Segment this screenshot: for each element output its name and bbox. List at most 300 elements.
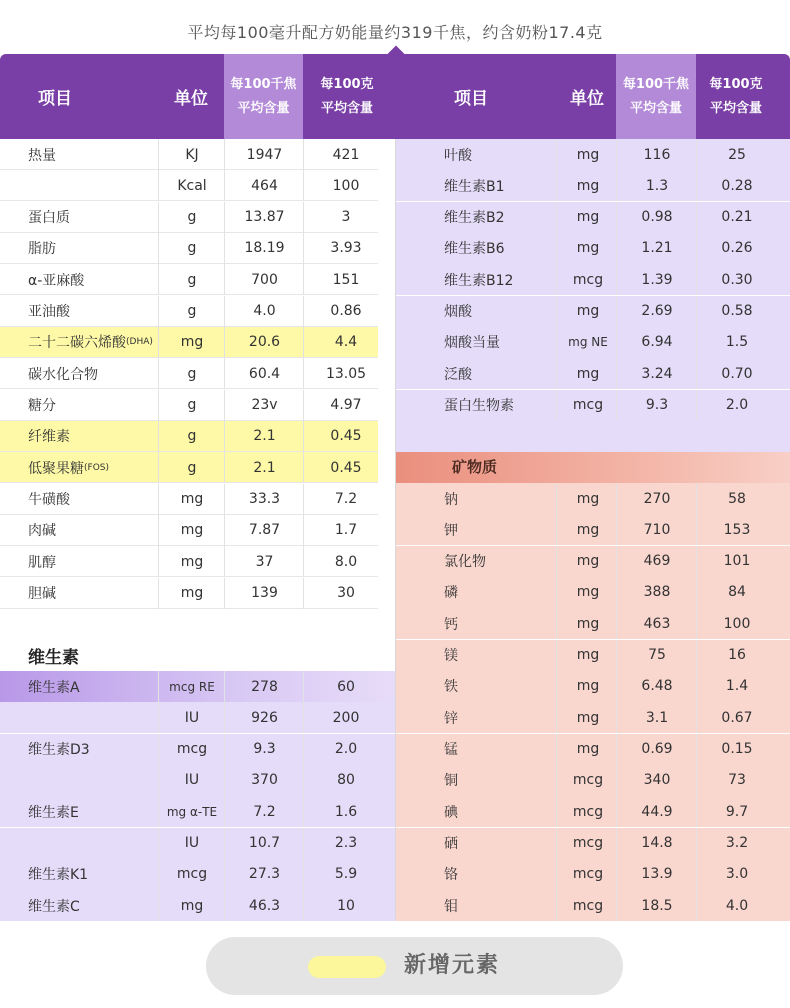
nutrient-name [0,702,158,733]
table-row [0,859,396,890]
nutrient-name-text: 低聚果糖 [28,460,84,477]
value-per-100g: 2.0 [696,390,777,421]
nutrient-name [416,264,556,295]
value-per-100g: 0.15 [696,734,777,765]
table-row [0,452,378,483]
table-row [0,139,378,170]
value-per-100kj: 46.3 [224,890,304,921]
nutrient-unit: mg [556,608,619,639]
nutrient-name [0,202,158,233]
nutrient-unit: mg [556,170,619,201]
nutrient-name-text: 维生素A [28,679,80,696]
table-row [0,170,378,201]
value-per-100g: 0.45 [303,421,388,452]
nutrient-name [0,139,158,170]
nutrient-unit: g [158,233,225,264]
table-row [396,170,790,201]
per100kj-line1: 每100千焦 [230,76,297,92]
nutrient-name-text: 脂肪 [28,241,56,258]
nutrient-name-text: 维生素B6 [444,241,505,258]
nutrient-name-text: 泛酸 [444,366,472,383]
value-per-100g: 4.0 [696,890,777,921]
nutrient-name [416,734,556,765]
nutrient-name-text: 硒 [444,836,458,853]
value-per-100g: 1.7 [303,515,388,546]
value-per-100kj: 0.69 [616,734,697,765]
table-row [0,233,378,264]
page-subtitle: 平均每100毫升配方奶能量约319千焦，约含奶粉17.4克 [187,23,603,42]
nutrient-unit: g [158,421,225,452]
value-per-100g: 8.0 [303,546,388,577]
nutrient-unit: mg [556,577,619,608]
nutrient-name [416,358,556,389]
nutrient-name-text: 维生素K1 [28,867,89,884]
nutrient-name [0,546,158,577]
nutrient-name [416,202,556,233]
nutrient-name-text: 蛋白生物素 [444,398,514,415]
per100g-line2: 平均含量 [320,100,373,116]
table-row [396,358,790,389]
nutrient-name-text: 钙 [444,616,458,633]
nutrient-unit: IU [158,765,225,796]
value-per-100kj: 14.8 [616,828,697,859]
nutrient-name [416,514,556,545]
highlight-legend-swatch [308,956,386,978]
value-per-100g: 16 [696,640,777,671]
table-row [396,483,790,514]
value-per-100kj: 6.94 [616,327,697,358]
value-per-100g: 101 [696,546,777,577]
value-per-100g: 0.58 [696,296,777,327]
nutrient-name [416,170,556,201]
table-row [396,546,790,577]
nutrient-name [416,702,556,733]
nutrient-name [0,515,158,546]
value-per-100kj: 2.1 [224,421,304,452]
value-per-100g: 0.86 [303,296,388,327]
value-per-100g: 100 [303,170,388,201]
nutrient-unit: mg [556,233,619,264]
table-row [0,296,378,327]
value-per-100kj: 139 [224,578,304,609]
nutrient-name [416,671,556,702]
value-per-100kj: 4.0 [224,296,304,327]
nutrient-name-text: 纤维素 [28,429,70,446]
value-per-100kj: 1.39 [616,264,697,295]
nutrient-name [0,734,158,765]
nutrient-name-text: 维生素B2 [444,210,505,227]
value-per-100g: 100 [696,608,777,639]
nutrient-name [0,296,158,327]
value-per-100kj: 700 [224,264,304,295]
nutrient-name-text: 氯化物 [444,554,486,571]
value-per-100kj: 20.6 [224,327,304,358]
nutrient-name [416,828,556,859]
value-per-100kj: 7.87 [224,515,304,546]
table-row [396,702,790,733]
nutrient-name [416,890,556,921]
value-per-100kj: 9.3 [616,390,697,421]
col-per100kj-header [224,54,303,139]
value-per-100g: 0.70 [696,358,777,389]
value-per-100kj: 23v [224,390,304,421]
value-per-100g: 1.5 [696,327,777,358]
nutrient-name-text: 肉碱 [28,523,56,540]
value-per-100kj: 3.1 [616,702,697,733]
nutrient-name-text: 磷 [444,585,458,602]
nutrient-name-text: 碳水化合物 [28,366,98,383]
value-per-100kj: 18.19 [224,233,304,264]
nutrient-name [0,390,158,421]
nutrient-unit: KJ [158,139,225,170]
table-row [0,421,378,452]
value-per-100kj: 27.3 [224,859,304,890]
per100g-line1: 每100克 [320,76,374,92]
value-per-100g: 2.3 [303,828,388,859]
table-row [396,233,790,264]
col-item-header-right: 项目 [454,89,488,109]
nutrient-name [0,358,158,389]
nutrient-unit: g [158,264,225,295]
nutrient-unit: mcg RE [158,671,225,702]
table-row [0,765,396,796]
value-per-100kj: 1.3 [616,170,697,201]
table-row [396,202,790,233]
nutrient-unit: mg [158,546,225,577]
value-per-100g: 0.67 [696,702,777,733]
value-per-100kj: 340 [616,765,697,796]
nutrient-name [0,170,158,201]
value-per-100kj: 710 [616,514,697,545]
per100kj-line1-right: 每100千焦 [622,76,690,92]
nutrient-unit: IU [158,828,225,859]
nutrient-name-text: 钾 [444,522,458,539]
nutrient-name-text: 铬 [444,867,458,884]
nutrient-unit: mcg [556,390,619,421]
nutrient-unit: mg [556,671,619,702]
nutrient-name [416,765,556,796]
value-per-100kj: 60.4 [224,358,304,389]
value-per-100kj: 9.3 [224,734,304,765]
table-row [0,546,378,577]
nutrient-unit: IU [158,702,225,733]
value-per-100kj: 0.98 [616,202,697,233]
nutrient-unit: mg [556,358,619,389]
table-row [0,796,396,827]
table-row [396,390,790,421]
table-row [396,264,790,295]
value-per-100g: 5.9 [303,859,388,890]
nutrient-unit: mg [556,483,619,514]
value-per-100g: 3.93 [303,233,388,264]
new-elements-label: 新增元素 [404,953,501,978]
nutrient-name [0,578,158,609]
value-per-100g: 9.7 [696,796,777,827]
table-row [0,702,396,733]
table-row [396,514,790,545]
nutrient-name [0,327,158,358]
nutrient-name [416,233,556,264]
nutrient-name-text: 烟酸 [444,304,472,321]
mineral-section-title: 矿物质 [452,458,498,476]
nutrient-unit: mg α-TE [158,796,225,827]
left-table-header [0,54,396,139]
table-row [0,578,378,609]
table-row [396,859,790,890]
value-per-100kj: 6.48 [616,671,697,702]
nutrient-name-text: 钠 [444,491,458,508]
value-per-100g: 13.05 [303,358,388,389]
value-per-100g: 0.26 [696,233,777,264]
nutrient-unit: g [158,296,225,327]
nutrient-unit: mg [556,702,619,733]
col-per100kj-header-right [616,54,696,139]
nutrient-name-suffix: (FOS) [84,462,109,473]
table-row [0,327,378,358]
value-per-100kj: 3.24 [616,358,697,389]
nutrient-name-suffix: (DHA) [126,337,153,348]
value-per-100kj: 464 [224,170,304,201]
nutrient-name [416,327,556,358]
nutrient-name-text: 亚油酸 [28,304,70,321]
nutrient-unit: mg [556,734,619,765]
nutrient-name [416,577,556,608]
value-per-100g: 25 [696,139,777,170]
table-row [0,734,396,765]
nutrient-unit: mg [556,202,619,233]
nutrient-unit: Kcal [158,170,225,201]
nutrient-name-text: 维生素E [28,804,79,821]
value-per-100g: 0.45 [303,452,388,483]
value-per-100g: 0.30 [696,264,777,295]
value-per-100g: 1.6 [303,796,388,827]
table-row [0,828,396,859]
nutrient-name-text: 锰 [444,742,458,759]
nutrient-unit: mg NE [556,327,619,358]
value-per-100g: 0.28 [696,170,777,201]
value-per-100kj: 7.2 [224,796,304,827]
value-per-100kj: 469 [616,546,697,577]
nutrient-name-text: 肌醇 [28,554,56,571]
nutrient-unit: mg [556,546,619,577]
right-table-header [396,54,790,139]
nutrient-name-text: 二十二碳六烯酸 [28,335,126,352]
nutrient-name [0,484,158,515]
table-row [396,139,790,170]
nutrient-unit: mg [556,514,619,545]
per100g-line2-right: 平均含量 [709,100,762,116]
table-row [0,202,378,233]
nutrient-name-text: 牛磺酸 [28,492,70,509]
vitamin-section-title: 维生素 [28,648,79,668]
table-row [396,796,790,827]
value-per-100g: 3 [303,202,388,233]
table-row [396,765,790,796]
value-per-100kj: 13.87 [224,202,304,233]
nutrient-name [416,608,556,639]
value-per-100kj: 388 [616,577,697,608]
nutrient-name [416,859,556,890]
value-per-100g: 60 [303,671,388,702]
table-row [0,264,378,295]
nutrient-unit: mcg [556,796,619,827]
nutrient-unit: mg [158,484,225,515]
value-per-100kj: 270 [616,483,697,514]
value-per-100kj: 2.1 [224,452,304,483]
nutrient-unit: mg [556,139,619,170]
nutrient-name-text: 热量 [28,147,56,164]
nutrient-name [0,671,158,702]
value-per-100g: 1.4 [696,671,777,702]
nutrient-name [0,264,158,295]
value-per-100kj: 2.69 [616,296,697,327]
nutrient-name-text: 碘 [444,804,458,821]
value-per-100kj: 370 [224,765,304,796]
nutrient-name [0,233,158,264]
nutrient-name [0,859,158,890]
col-item-header: 项目 [38,89,72,109]
nutrient-name [0,421,158,452]
nutrient-unit: mg [158,578,225,609]
new-elements-button[interactable] [206,937,623,995]
nutrient-name [416,483,556,514]
nutrient-unit: mg [556,640,619,671]
per100kj-line2-right: 平均含量 [629,100,682,116]
nutrient-unit: mcg [556,890,619,921]
nutrient-unit: g [158,202,225,233]
value-per-100kj: 18.5 [616,890,697,921]
nutrient-unit: mcg [556,828,619,859]
value-per-100kj: 33.3 [224,484,304,515]
table-row [396,577,790,608]
table-row [0,390,378,421]
value-per-100g: 2.0 [303,734,388,765]
nutrient-name [0,452,158,483]
nutrient-name-text: 钼 [444,898,458,915]
value-per-100kj: 44.9 [616,796,697,827]
nutrient-unit: g [158,390,225,421]
value-per-100kj: 116 [616,139,697,170]
nutrient-name-text: 铁 [444,679,458,696]
value-per-100g: 3.2 [696,828,777,859]
nutrient-unit: mg [158,890,225,921]
value-per-100g: 4.4 [303,327,388,358]
nutrient-name-text: 维生素B12 [444,272,514,289]
value-per-100g: 80 [303,765,388,796]
per100kj-line2: 平均含量 [237,100,290,116]
table-row [396,734,790,765]
nutrient-unit: mg [158,515,225,546]
column-divider [395,139,396,919]
nutrient-name [0,890,158,921]
nutrient-unit: mcg [556,859,619,890]
table-row [396,296,790,327]
value-per-100kj: 13.9 [616,859,697,890]
value-per-100kj: 1947 [224,139,304,170]
value-per-100g: 73 [696,765,777,796]
table-row [396,828,790,859]
nutrient-name [416,796,556,827]
col-unit-header: 单位 [174,89,208,109]
value-per-100g: 58 [696,483,777,514]
per100g-line1-right: 每100克 [709,76,763,92]
table-row [0,484,378,515]
nutrient-unit: mg [158,327,225,358]
table-row [396,608,790,639]
nutrient-name-text: 叶酸 [444,147,472,164]
nutrient-name-text: 维生素C [28,898,80,915]
value-per-100g: 200 [303,702,388,733]
value-per-100kj: 75 [616,640,697,671]
mineral-section-band [396,452,790,483]
value-per-100g: 7.2 [303,484,388,515]
nutrient-name [0,796,158,827]
table-row [396,327,790,358]
col-per100g-header-right [696,54,776,139]
nutrient-name-text: 锌 [444,710,458,727]
nutrient-name-text: 蛋白质 [28,210,70,227]
col-unit-header-right: 单位 [570,89,604,109]
table-row [0,671,396,702]
table-row [0,890,396,921]
col-per100g-header [303,54,391,139]
nutrient-name [416,139,556,170]
value-per-100kj: 37 [224,546,304,577]
table-row [0,358,378,389]
table-row [0,515,378,546]
table-row [396,671,790,702]
table-row [396,640,790,671]
table-row [396,890,790,921]
nutrient-unit: mcg [556,765,619,796]
nutrient-name [416,390,556,421]
nutrient-name-text: 镁 [444,648,458,665]
nutrient-name-text: 烟酸当量 [444,335,500,352]
value-per-100g: 4.97 [303,390,388,421]
right-vitamin-filler [396,421,790,452]
nutrient-name [416,640,556,671]
nutrient-unit: g [158,358,225,389]
nutrient-name [416,296,556,327]
nutrient-unit: mcg [556,264,619,295]
nutrient-name-text: 维生素B1 [444,178,505,195]
value-per-100g: 421 [303,139,388,170]
value-per-100kj: 278 [224,671,304,702]
value-per-100g: 3.0 [696,859,777,890]
nutrient-name-text: 铜 [444,773,458,790]
nutrient-name [416,546,556,577]
value-per-100g: 30 [303,578,388,609]
value-per-100g: 84 [696,577,777,608]
nutrient-unit: g [158,452,225,483]
nutrient-unit: mcg [158,859,225,890]
value-per-100g: 10 [303,890,388,921]
value-per-100kj: 926 [224,702,304,733]
value-per-100g: 0.21 [696,202,777,233]
value-per-100kj: 463 [616,608,697,639]
nutrient-name-text: 维生素D3 [28,742,90,759]
value-per-100kj: 1.21 [616,233,697,264]
nutrient-unit: mcg [158,734,225,765]
nutrient-name [0,765,158,796]
nutrient-unit: mg [556,296,619,327]
nutrient-name-text: 糖分 [28,398,56,415]
nutrient-name-text: α-亚麻酸 [28,272,85,289]
nutrient-name [0,828,158,859]
nutrient-name-text: 胆碱 [28,586,56,603]
value-per-100g: 151 [303,264,388,295]
value-per-100kj: 10.7 [224,828,304,859]
